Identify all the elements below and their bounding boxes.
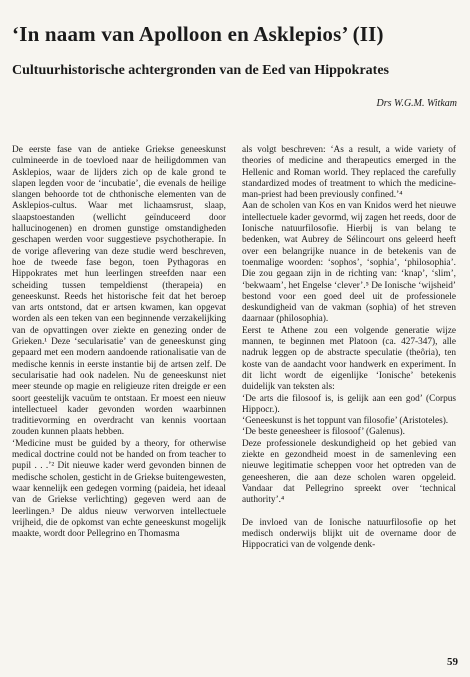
page-number: 59 bbox=[447, 656, 458, 668]
article-subtitle: Cultuurhistorische achtergronden van de Eed van Hippokrates bbox=[12, 63, 389, 78]
paragraph: De eerste fase van de antieke Griekse geneeskunst culmineerde in de toevloed naar de heiligdommen van Asklepios, waar de lijders zich op de kale grond te slapen legden voor de ‘incubatie’, die evenals de heilige slangen behoorde tot de chthonische elementen van de Asklepios-cultus. Waar met lichaamsrust, slaap, slaapstoestanden (wellicht geïnduceerd door hallucinogenen) en dromen gunstige omstandigheden geschapen werden voor suggestieve psychotherapie. In de vorige aflevering van deze studie werd beschreven, hoe de tweede fase begon, toen Pythagoras en Hippokrates met hun leerlingen streefden naar een scheiding tussen tempeldienst (therapeia) en geneeskunst. Reeds het historische feit dat het beroep van arts ontstond, dat er artsen kwamen, kan opgevat worden als een teken van een beginnende verzakelijking van de opvattingen over ziekte en genezing onder de Grieken.¹ Deze ‘secularisatie’ van de geneeskunst ging gepaard met een modern aandoende rationalisatie van de medische kennis in eerste instantie bij de artsen zelf. De secularisatie had ook nadelen. Nu de geneeskunst niet meer steunde op magie en religieuze riten dreigde er een soort geestelijk vacuüm te ontstaan. Er moest een nieuw intellectueel kader gevonden worden waarbinnen traditievorming en overdracht van kennis voortaan zouden kunnen plaats hebben. bbox=[12, 145, 226, 438]
left-column bbox=[12, 145, 226, 540]
article-title: ‘In naam van Apolloon en Asklepios’ (II) bbox=[12, 22, 384, 46]
right-column bbox=[242, 145, 456, 551]
paragraph: De invloed van de Ionische natuurfilosofie op het medisch onderwijs blijkt uit de overname door de Hippocratici van de volgende denk- bbox=[242, 517, 456, 551]
paragraph: Deze professionele deskundigheid op het gebied van ziekte en gezondheid moest in de samenleving een nieuwe legitimatie scheppen voor het optreden van de geneesheren, die aan deze scholen waren opgeleid. Vandaar dat Pellegrino spreekt over ‘technical authority’.⁴ bbox=[242, 438, 456, 506]
quote-line: ‘De beste geneesheer is filosoof’ (Galenus). bbox=[242, 427, 405, 438]
quote-line: ‘De arts die filosoof is, is gelijk aan een god’ (Corpus Hippocr.). bbox=[242, 393, 456, 415]
paragraph: Eerst te Athene zou een volgende generatie wijze mannen, te beginnen met Platoon (ca. 427-347), alle nadruk leggen op de abstracte speculatie (theôria), ten koste van de aandacht voor handwerk en experiment. In dit licht wordt de eigenlijke ‘Ionische’ betekenis duidelijk van teksten als: bbox=[242, 325, 456, 393]
paragraph: als volgt beschreven: ‘As a result, a wide variety of theories of medicine and therapeutics emerged in the Hellenic and Roman world. They replaced the carefully standardized modes of treatment to which the medicine-man-priest had been previously confined.’⁴ bbox=[242, 145, 456, 201]
quote-line: ‘Geneeskunst is het toppunt van filosofie’ (Aristoteles). bbox=[242, 416, 449, 427]
paragraph: ‘Medicine must be guided by a theory, for otherwise medical doctrine could not be handed on from teacher to pupil . . .’² Dit nieuwe kader werd gevonden binnen de medische scholen, gesticht in de Griekse buitengewesten, waar kennelijk een gedegen vorming (paideia, het ideaal van de Griekse verlichting) gegeven werd aan de leerlingen.³ De aldus nieuw verworven intellectuele vrijheid, die de opkomst van echte geneeskunst mogelijk maakte, wordt door Pellegrino en Thomasma bbox=[12, 438, 226, 540]
author-byline: Drs W.G.M. Witkam bbox=[376, 98, 457, 109]
paragraph: Aan de scholen van Kos en van Knidos werd het nieuwe intellectuele kader gevormd, wij zagen het reeds, door de Ionische natuurfilosofie. Hierbij is van belang te bedenken, wat Aubrey de Sélincourt ons geleerd heeft over een belangrijke nuance in de betekenis van de toenmalige woorden: ‘sophos’, ‘sophia’, ‘philosophia’. Die zou gegaan zijn in de richting van: ‘knap’, ‘slim’, ‘bekwaam’, het Engelse ‘clever’.⁵ De Ionische ‘wijsheid’ bestond voor een goed deel uit de professionele deskundigheid van de vakman (sophia) of het streven daarnaar (philosophia). bbox=[242, 201, 456, 325]
